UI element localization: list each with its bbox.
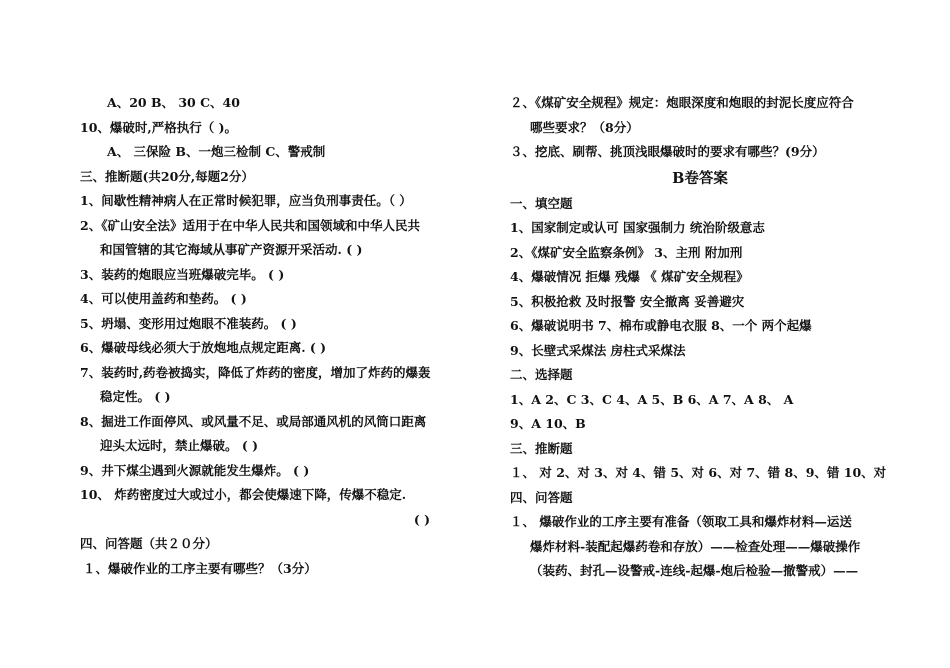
text-line: １、 对 2、对 3、对 4、错 5、对 6、对 7、错 8、9、错 10、对 <box>510 465 887 480</box>
text-line: 二、选择题 <box>510 367 573 382</box>
text-line: （装药、封孔—设警戒-连线-起爆-炮后检验—撤警戒）—— <box>530 563 859 578</box>
text-line: 10、爆破时,严格执行（ )。 <box>80 119 238 135</box>
text-line: １、 爆破作业的工序主要有准备（领取工具和爆炸材料—运送 <box>510 514 852 529</box>
text-line: 9、A 10、B <box>510 416 586 431</box>
right-column <box>510 91 890 584</box>
text-line: 3、装药的炮眼应当班爆破完毕。 ( ) <box>80 266 285 282</box>
text-line: 8、掘进工作面停风、或风量不足、或局部通风机的风筒口距离 <box>80 413 427 429</box>
text-line: 1、间歇性精神病人在正常时候犯罪，应当负刑事责任。（ ） <box>80 193 412 208</box>
text-line: A、20 B、 30 C、40 <box>107 95 240 110</box>
text-line: 四、问答题（共２０分） <box>80 536 218 551</box>
text-line: ３、挖底、刷帮、挑顶浅眼爆破时的要求有哪些？(9分） <box>510 144 825 159</box>
text-line: 三、推断题 <box>510 440 573 456</box>
text-line: 和国管辖的其它海域从事矿产资源开采活动. ( ) <box>100 242 363 257</box>
text-line: 4、爆破情况 拒爆 残爆 《 煤矿安全规程》 <box>510 269 749 284</box>
text-line: ( ) <box>413 511 430 527</box>
text-line: 稳定性。 ( ) <box>100 389 171 404</box>
text-line: 5、积极抢救 及时报警 安全撤离 妥善避灾 <box>510 293 745 309</box>
answer-key-heading: B卷答案 <box>672 169 728 187</box>
text-line: 一、填空题 <box>510 195 573 211</box>
text-line: 10、 炸药密度过大或过小，都会使爆速下降，传爆不稳定. <box>80 487 407 502</box>
text-line: 三、推断题(共20分,每题2分） <box>80 168 254 184</box>
text-line: 爆炸材料-装配起爆药卷和存放）——检查处理——爆破操作 <box>530 538 861 554</box>
text-line: ２、《煤矿安全规程》规定：炮眼深度和炮眼的封泥长度应符合 <box>510 95 854 110</box>
text-line: 1、A 2、C 3、C 4、A 5、B 6、A 7、A 8、 A <box>510 391 794 407</box>
text-line: 9、井下煤尘遇到火源就能发生爆炸。 ( ) <box>80 462 310 478</box>
text-line: 6、爆破说明书 7、棉布或静电衣服 8、一个 两个起爆 <box>510 318 812 333</box>
text-line: A、 三保险 B、一炮三检制 C、警戒制 <box>107 144 326 159</box>
left-column <box>80 91 460 581</box>
text-line: 7、装药时,药卷被捣实，降低了炸药的密度，增加了炸药的爆轰 <box>80 364 431 380</box>
text-line: 5、坍塌、变形用过炮眼不准装药。 ( ) <box>80 315 297 331</box>
text-line: １、爆破作业的工序主要有哪些？（3分） <box>83 560 317 576</box>
text-line: 6、爆破母线必须大于放炮地点规定距离. ( ) <box>80 340 327 355</box>
text-line: 2、《煤矿安全监察条例》 3、主刑 附加刑 <box>510 244 743 260</box>
text-line: 9、长壁式采煤法 房柱式采煤法 <box>510 342 686 358</box>
text-line: 哪些要求？（8分） <box>530 119 639 135</box>
text-line: 迎头太远时，禁止爆破。 ( ) <box>100 438 259 453</box>
text-line: 2、《矿山安全法》适用于在中华人民共和国领域和中华人民共 <box>80 217 420 233</box>
text-line: 1、国家制定或认可 国家强制力 统治阶级意志 <box>510 220 765 235</box>
text-line: 四、问答题 <box>510 489 573 505</box>
text-line: 4、可以使用盖药和垫药。 ( ) <box>80 291 247 306</box>
